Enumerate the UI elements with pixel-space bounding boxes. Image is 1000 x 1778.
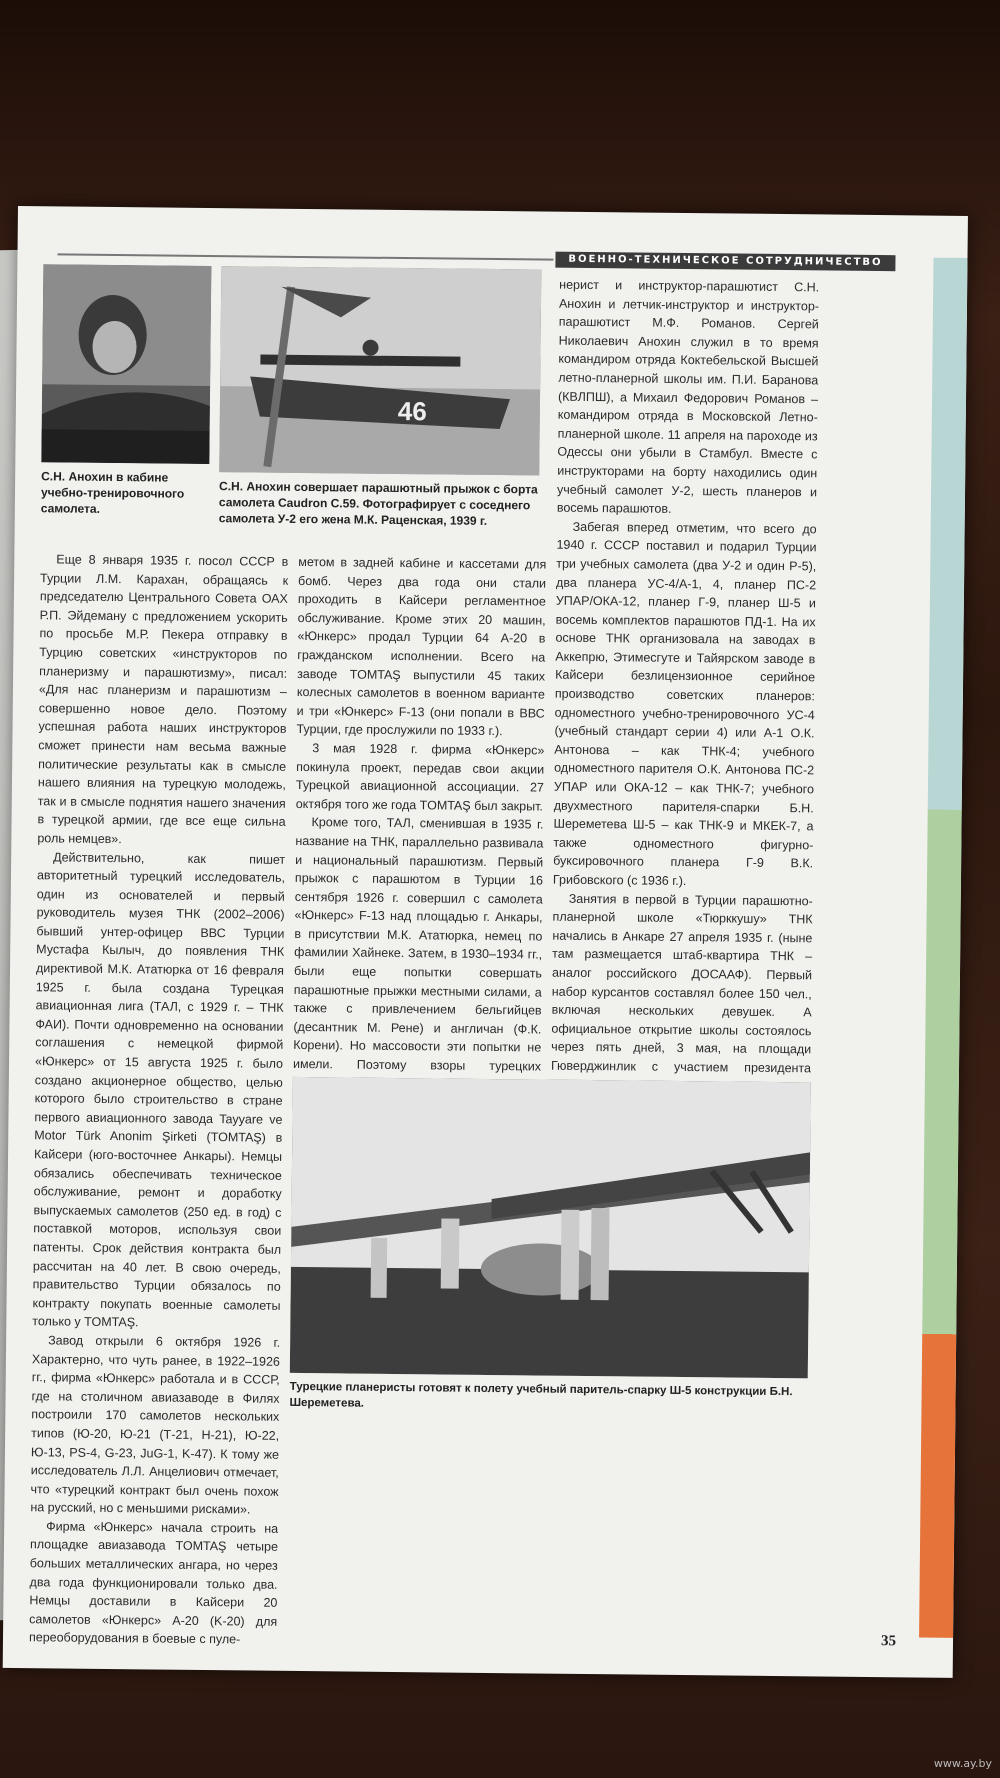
header-rule	[57, 253, 553, 260]
paragraph: Занятия в первой в Турции парашютно-планерной школе «Тюрккушу» ТНК начались в Анкаре 27 апреля 1935 г. (ныне там размещается штаб-квартира ТНК – аналог российского ДОСААФ). Первый набор курсантов составлял более 150 чел., включая нескольких девушек. А официальное открытие школы состоялось через пять дней, 3 мая, на площади Гюверджинлик с участием президента	[550, 891, 813, 1076]
paragraph: Действительно, как пишет авторитетный турецкий исследователь, один из основателей и первый руководитель музея ТНК (2002–2006) бывший унтер-офицер ВВС Турции Мустафа Кылыч, до появления ТНК директивой М.К. Ататюрка от 16 февраля 1925 г. была создана Турецкая авиационная лига (ТАЛ, с 1929 г. – ТНК ФАИ). Почти одновременно на основании соглашения с немецкой фирмой «Юнкерс» от 15 августа 1925 г. было создано акционерное общество, целью которого было строительство в стране первого авиационного завода Tayyare ve Motor Türk Anonim Şirketi (TOMTAŞ) в Кайсери (юго-восточнее Анкары). Немцы обязались обеспечивать техническое обслуживание, ремонт и доработку выпускаемых самолетов (250 ед. в год) с поставкой моторов, используя свои патенты. Срок действия контракта был рассчитан на 40 лет. В свою очередь, правительство Турции обязалось по контракту покупать военные самолеты только у TOMTAŞ.	[32, 849, 286, 1330]
paragraph: Кроме того, ТАЛ, сменившая в 1935 г. название на ТНК, параллельно развивала и национальный парашютизм. Первый прыжок с парашютом в Турции 16 сентября 1926 г. совершил с самолета «Юнкерс» F-13 над площадью г. Анкары, в присутствии М.К. Ататюрка, немец по фамилии Хайнеке. Затем, в 1930–1934 гг., были еще попытки совершать парашютные прыжки местными силами, а также с привлечением бельгийцев (десантник М. Рене) и англичан (Ф.К. Корени). Но массовости эти попытки не имели. Поэтому взоры турецких	[292, 815, 544, 1074]
watermark: www.ay.by	[933, 1757, 992, 1770]
pilot-photo-caption: С.Н. Анохин в кабине учебно-тренировочного самолета.	[40, 469, 185, 516]
paragraph: нерист и инструктор-парашютист С.Н. Анохин и летчик-инструктор и инструктор-парашютист М.Ф. Романов. Сергей Николаевич Анохин служил в то время командиром отряда Коктебельской Высшей летно-планерной школы им. П.И. Баранова (КВЛПШ), а Михаил Федорович Романов – командиром отряда в Московской Летно-планерной школе. 11 апреля на пароходе из Одессы они убыли в Стамбул. Вместе с инструкторами на борту находились один учебный самолет У-2, шесть планеров и восемь парашютов.	[556, 277, 820, 516]
paragraph: Фирма «Юнкерс» начала строить на площадке авиазавода TOMTAŞ четыре больших металлических ангара, но через два года функционировали только два. Немцы доставили в Кайсери 20 самолетов «Юнкерс» A-20 (K-20) для переоборудования в боевые с пуле-	[28, 1519, 279, 1647]
paragraph: Еще 8 января 1935 г. посол СССР в Турции Л.М. Карахан, обращаясь к председателю Центрального Совета ОАХ Р.П. Эйдеману с предложением ускорить по просьбе М.Р. Пекера отправку в Турцию советских «инструкторов по планеризму и парашютизму», писал: «Для нас планеризм и парашютизм – совершенно новое дело. Поэтому успешная работа наших инструкторов сможет принести нам весьма важные политические результаты как в смысле нашего влияния на турецкую молодежь, так и в смысле поднятия нашего значения в турецкой армии, где все еще сильна роль немцев».	[37, 552, 289, 847]
plane-number: 46	[397, 395, 427, 427]
paragraph: 3 мая 1928 г. фирма «Юнкерс» покинула проект, передав свои акции Турецкой авиационной ассоциации. 27 октября того же года TOMTAŞ был закрыт.	[295, 741, 545, 814]
paragraph: метом в задней кабине и кассетами для бомб. Через два года они стали проходить в Кайсери регламентное обслуживание. Кроме этих 20 машин, «Юнкерс» продал Турции 64 A-20 в гражданском исполнении. Всего на заводе TOMTAŞ выпустили 45 таких колесных самолетов в военном варианте и три «Юнкерс» F-13 (они попали в ВВС Турции, где прослужили по 1933 г.).	[296, 554, 547, 739]
section-header: ВОЕННО-ТЕХНИЧЕСКОЕ СОТРУДНИЧЕСТВО	[555, 252, 895, 272]
glider-preparation-photo	[290, 1077, 811, 1378]
pilot-cockpit-photo	[41, 264, 211, 464]
glider-photo-caption: Турецкие планеристы готовят к полету учебный паритель-спарку Ш-5 конструкции Б.Н. Шереметева.	[289, 1380, 793, 1410]
page-number: 35	[880, 1633, 897, 1650]
parachute-jump-photo	[219, 266, 541, 475]
paragraph: Завод открыли 6 октября 1926 г. Характерно, что чуть ранее, в 1922–1926 гг., фирма «Юнкерс» работала и в СССР, где на столичном авиазаводе в Филях построили 170 самолетов нескольких типов (Ю-20, Ю-21 (Т-21, Н-21), Ю-22, Ю-13, PS-4, G-23, JuG-1, K-47). К тому же исследователь Л.Л. Анцелиович отмечает, что «турецкий контракт был очень похож на русский, но с меньшими рисками».	[30, 1333, 281, 1517]
text-column-1	[29, 550, 288, 1650]
magazine-page	[3, 206, 968, 1678]
jump-photo-caption: С.Н. Анохин совершает парашютный прыжок с борта самолета Caudron C.59. Фотографирует с соседнего самолета У-2 его жена М.К. Раценская, 1939 г.	[218, 479, 538, 528]
paragraph: Забегая вперед отметим, что всего до 1940 г. СССР поставил и подарил Турции три учебных самолета (два У-2 и один Р-5), два планера УС-4/А-1, 4, планер ПС-2 УПАР/ОКА-12, планер Г-9, планер Ш-5 и восемь комплектов парашютов ПД-1. На их основе ТНК организовала на заводах в Аккепрю, Этимесгуте и Тайярском заводе в Кайсери безлицензионное серийное производство советских планеров: одноместного учебно-тренировочного УС-4 (учебный стандарт серии 4) или А-1 О.К. Антонова – как ТНК-4; учебного одноместного парителя О.К. Антонова ПС-2 УПАР или ОКА-12 – как ТНК-7; учебного двухместного парителя-спарки Б.Н. Шереметева Ш-5 – как ТНК-9 и МКЕК-7, а также одноместного фигурно-буксировочного планера Г-9 В.К. Грибовского (с 1936 г.).	[552, 519, 817, 889]
